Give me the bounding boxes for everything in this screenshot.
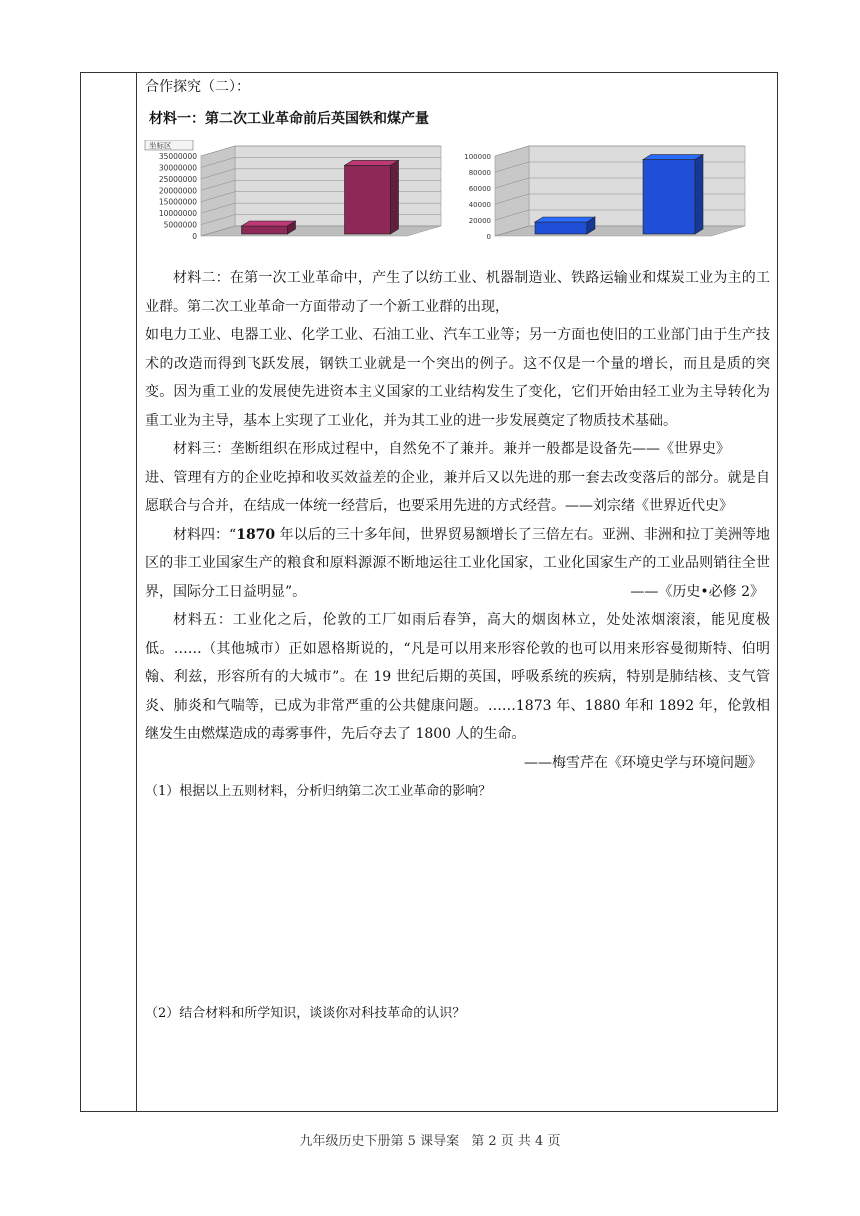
material2-paragraph-2: [145, 321, 770, 457]
chart-bar-side: [695, 155, 703, 234]
chart-bar: [643, 155, 703, 234]
chart-bar-front: [643, 160, 695, 234]
material1-title: 材料一：第二次工业革命前后英国铁和煤产量: [149, 111, 429, 127]
page-footer: [0, 1130, 860, 1149]
chart-bar-top: [345, 160, 399, 165]
chart-back-wall: [529, 146, 745, 226]
chart-bar-side: [391, 160, 399, 234]
chart-tick-label: 25000000: [158, 174, 197, 184]
chart-tick-label: 60000: [468, 185, 491, 193]
coal-chart: [453, 140, 753, 246]
section-title: 合作探究（二）：: [145, 79, 250, 95]
chart-floor: [201, 226, 441, 236]
material2-paragraph-1: 材料二：在第一次工业革命中，产生了以纺工业、机器制造业、铁路运输业和煤炭工业为主的工业群。第二次工业革命一方面带动了一个新工业群的出现，: [145, 270, 770, 315]
material5-paragraph: 材料五：工业化之后，伦敦的工厂如雨后春笋，高大的烟囱林立，处处浓烟滚滚，能见度极低。……（其他城市）正如恩格斯说的，“凡是可以用来形容伦敦的也可以用来形容曼彻斯特、伯明翰、利兹，形容所有的大城市”。在 19 世纪后期的英国，呼吸系统的疾病，特别是肺结核、支气管炎、肺炎和气喘等，已成为非常严重的公共健康问题。……1873 年、1880 年和 1892 年，伦敦相继发生由燃煤造成的毒雾事件，先后夺去了 1800 人的生命。: [145, 612, 770, 742]
material2-text: 如电力工业、电器工业、化学工业、石油工业、汽车工业等；另一方面也使旧的工业部门由于生产技术的改造而得到飞跃发展，钢铁工业就是一个突出的例子。这不仅是一个量的增长，而且是质的突变。因为重工业的发展使先进资本主义国家的工业结构发生了变化，它们开始由轻工业为主导转化为重工业为主导，基本上实现了工业化，并为其工业的进一步发展奠定了物质技术基础。: [145, 327, 770, 429]
chart-tick-label: 5000000: [163, 220, 197, 230]
chart-back-wall: [235, 146, 441, 226]
chart-bar-top: [242, 221, 296, 226]
chart-side-wall: [495, 146, 529, 236]
chart-bar: [242, 221, 296, 234]
iron-chart-svg: [143, 140, 448, 246]
chart-side-wall: [201, 146, 235, 236]
chart-bar-top: [643, 155, 703, 160]
material4-year: 1870: [236, 526, 276, 543]
chart-bar-front: [345, 165, 391, 234]
chart-bar-front: [242, 226, 288, 234]
material4-text: 年以后的三十多年间，世界贸易额增长了三倍左右。亚洲、非洲和拉丁美洲等地区的非工业国家生产的粮食和原料源源不断地运往工业化国家，工业化国家生产的工业品则销往全世界，国际分工日益明显”。: [145, 526, 770, 600]
question-1: （1）根据以上五则材料，分析归纳第二次工业革命的影响？: [145, 784, 492, 799]
chart-tick-label: 100000: [464, 153, 491, 161]
main-content: [145, 76, 770, 803]
footer-course: 九年级历史下册第 5 课导案: [299, 1134, 460, 1149]
chart-tick-label: 20000: [468, 217, 491, 225]
charts-row: [145, 140, 770, 252]
chart-tick-label: 80000: [468, 169, 491, 177]
chart-tick-label: 15000000: [158, 197, 197, 207]
chart-legend-tag: [145, 140, 193, 150]
chart-tick-label: 0: [486, 233, 491, 241]
chart-tick-label: 35000000: [158, 152, 197, 161]
chart-legend-label: 坐标区: [149, 141, 172, 150]
chart-tick-label: 30000000: [158, 163, 197, 173]
question-2: （2）结合材料和所学知识，谈谈你对科技革命的认识？: [145, 1006, 466, 1021]
footer-page: 第 2 页 共 4 页: [471, 1134, 561, 1149]
material5-source: ——梅雪芹在《环境史学与环境问题》: [524, 754, 762, 771]
chart-bar: [345, 160, 399, 234]
material4-prefix: 材料四：“: [173, 526, 237, 543]
material4-source: ——《历史•必修 2》: [630, 583, 764, 600]
chart-tick-label: 10000000: [158, 209, 197, 219]
chart-bar: [535, 217, 595, 234]
table-left-column: [80, 72, 137, 1112]
material3-paragraph: 材料三：垄断组织在形成过程中，自然免不了兼并。兼并一般都是设备先进、管理有方的企业吃掉和收买效益差的企业，兼并后又以先进的那一套去改变落后的部分。就是自愿联合与合并，在结成一体统一经营后，也要采用先进的方式经营。——刘宗绪《世界近代史》: [145, 441, 770, 514]
chart-tick-label: 40000: [468, 201, 491, 209]
chart-tick-label: 0: [192, 232, 197, 241]
chart-floor: [495, 226, 745, 236]
iron-chart: [143, 140, 448, 246]
material2-source: ——《世界史》: [632, 441, 730, 457]
chart-bar-front: [535, 222, 587, 234]
chart-tick-label: 20000000: [158, 186, 197, 196]
coal-chart-svg: [453, 140, 753, 246]
material4-paragraph: [145, 521, 770, 607]
chart-bar-top: [535, 217, 595, 222]
